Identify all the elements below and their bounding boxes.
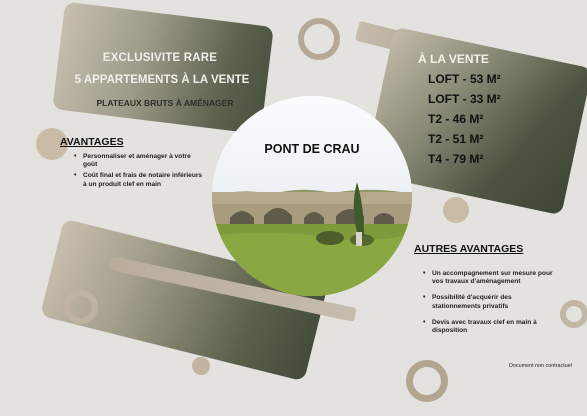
advantages-title: AVANTAGES [60,136,124,148]
bridge-photo [212,96,412,296]
dot-decoration-right [443,197,469,223]
header-title: EXCLUSIVITE RARE [102,52,218,64]
ring-decoration-bottom [406,360,448,402]
sale-unit: LOFT - 33 M² [428,92,501,106]
dot-decoration-bottom [192,357,210,375]
header-subtitle: 5 APPARTEMENTS À LA VENTE [74,74,250,86]
advantage-item: • Personnaliser et aménager à votre goût [74,153,204,169]
header-card [52,2,274,135]
header-tagline: PLATEAUX BRUTS À AMÉNAGER [96,98,234,108]
other-advantages-list [423,270,559,338]
ring-decoration-top [298,18,340,60]
sale-title: À LA VENTE [418,52,489,66]
other-advantage-item: • Un accompagnement sur mesure pour vos travaux d'aménagement [423,270,559,286]
advantage-item: • Coût final et frais de notaire inférieurs à un produit clef en main [74,172,204,188]
ring-decoration-right [560,300,587,328]
other-advantages-title: AUTRES AVANTAGES [414,243,524,255]
sale-unit: T2 - 46 M² [428,112,484,126]
sale-unit: T4 - 79 M² [428,152,484,166]
bridge-illustration [212,96,412,296]
sale-unit: LOFT - 53 M² [428,72,501,86]
location-title: PONT DE CRAU [264,142,360,156]
other-advantage-item: • Devis avec travaux clef en main à disposition [423,319,559,335]
other-advantage-item: • Possibilité d'acquérir des stationnements privatifs [423,294,559,310]
footer-note: Document non contractuel [509,363,572,369]
advantages-list [74,153,204,192]
sale-unit: T2 - 51 M² [428,132,484,146]
ring-decoration-left [64,290,98,324]
